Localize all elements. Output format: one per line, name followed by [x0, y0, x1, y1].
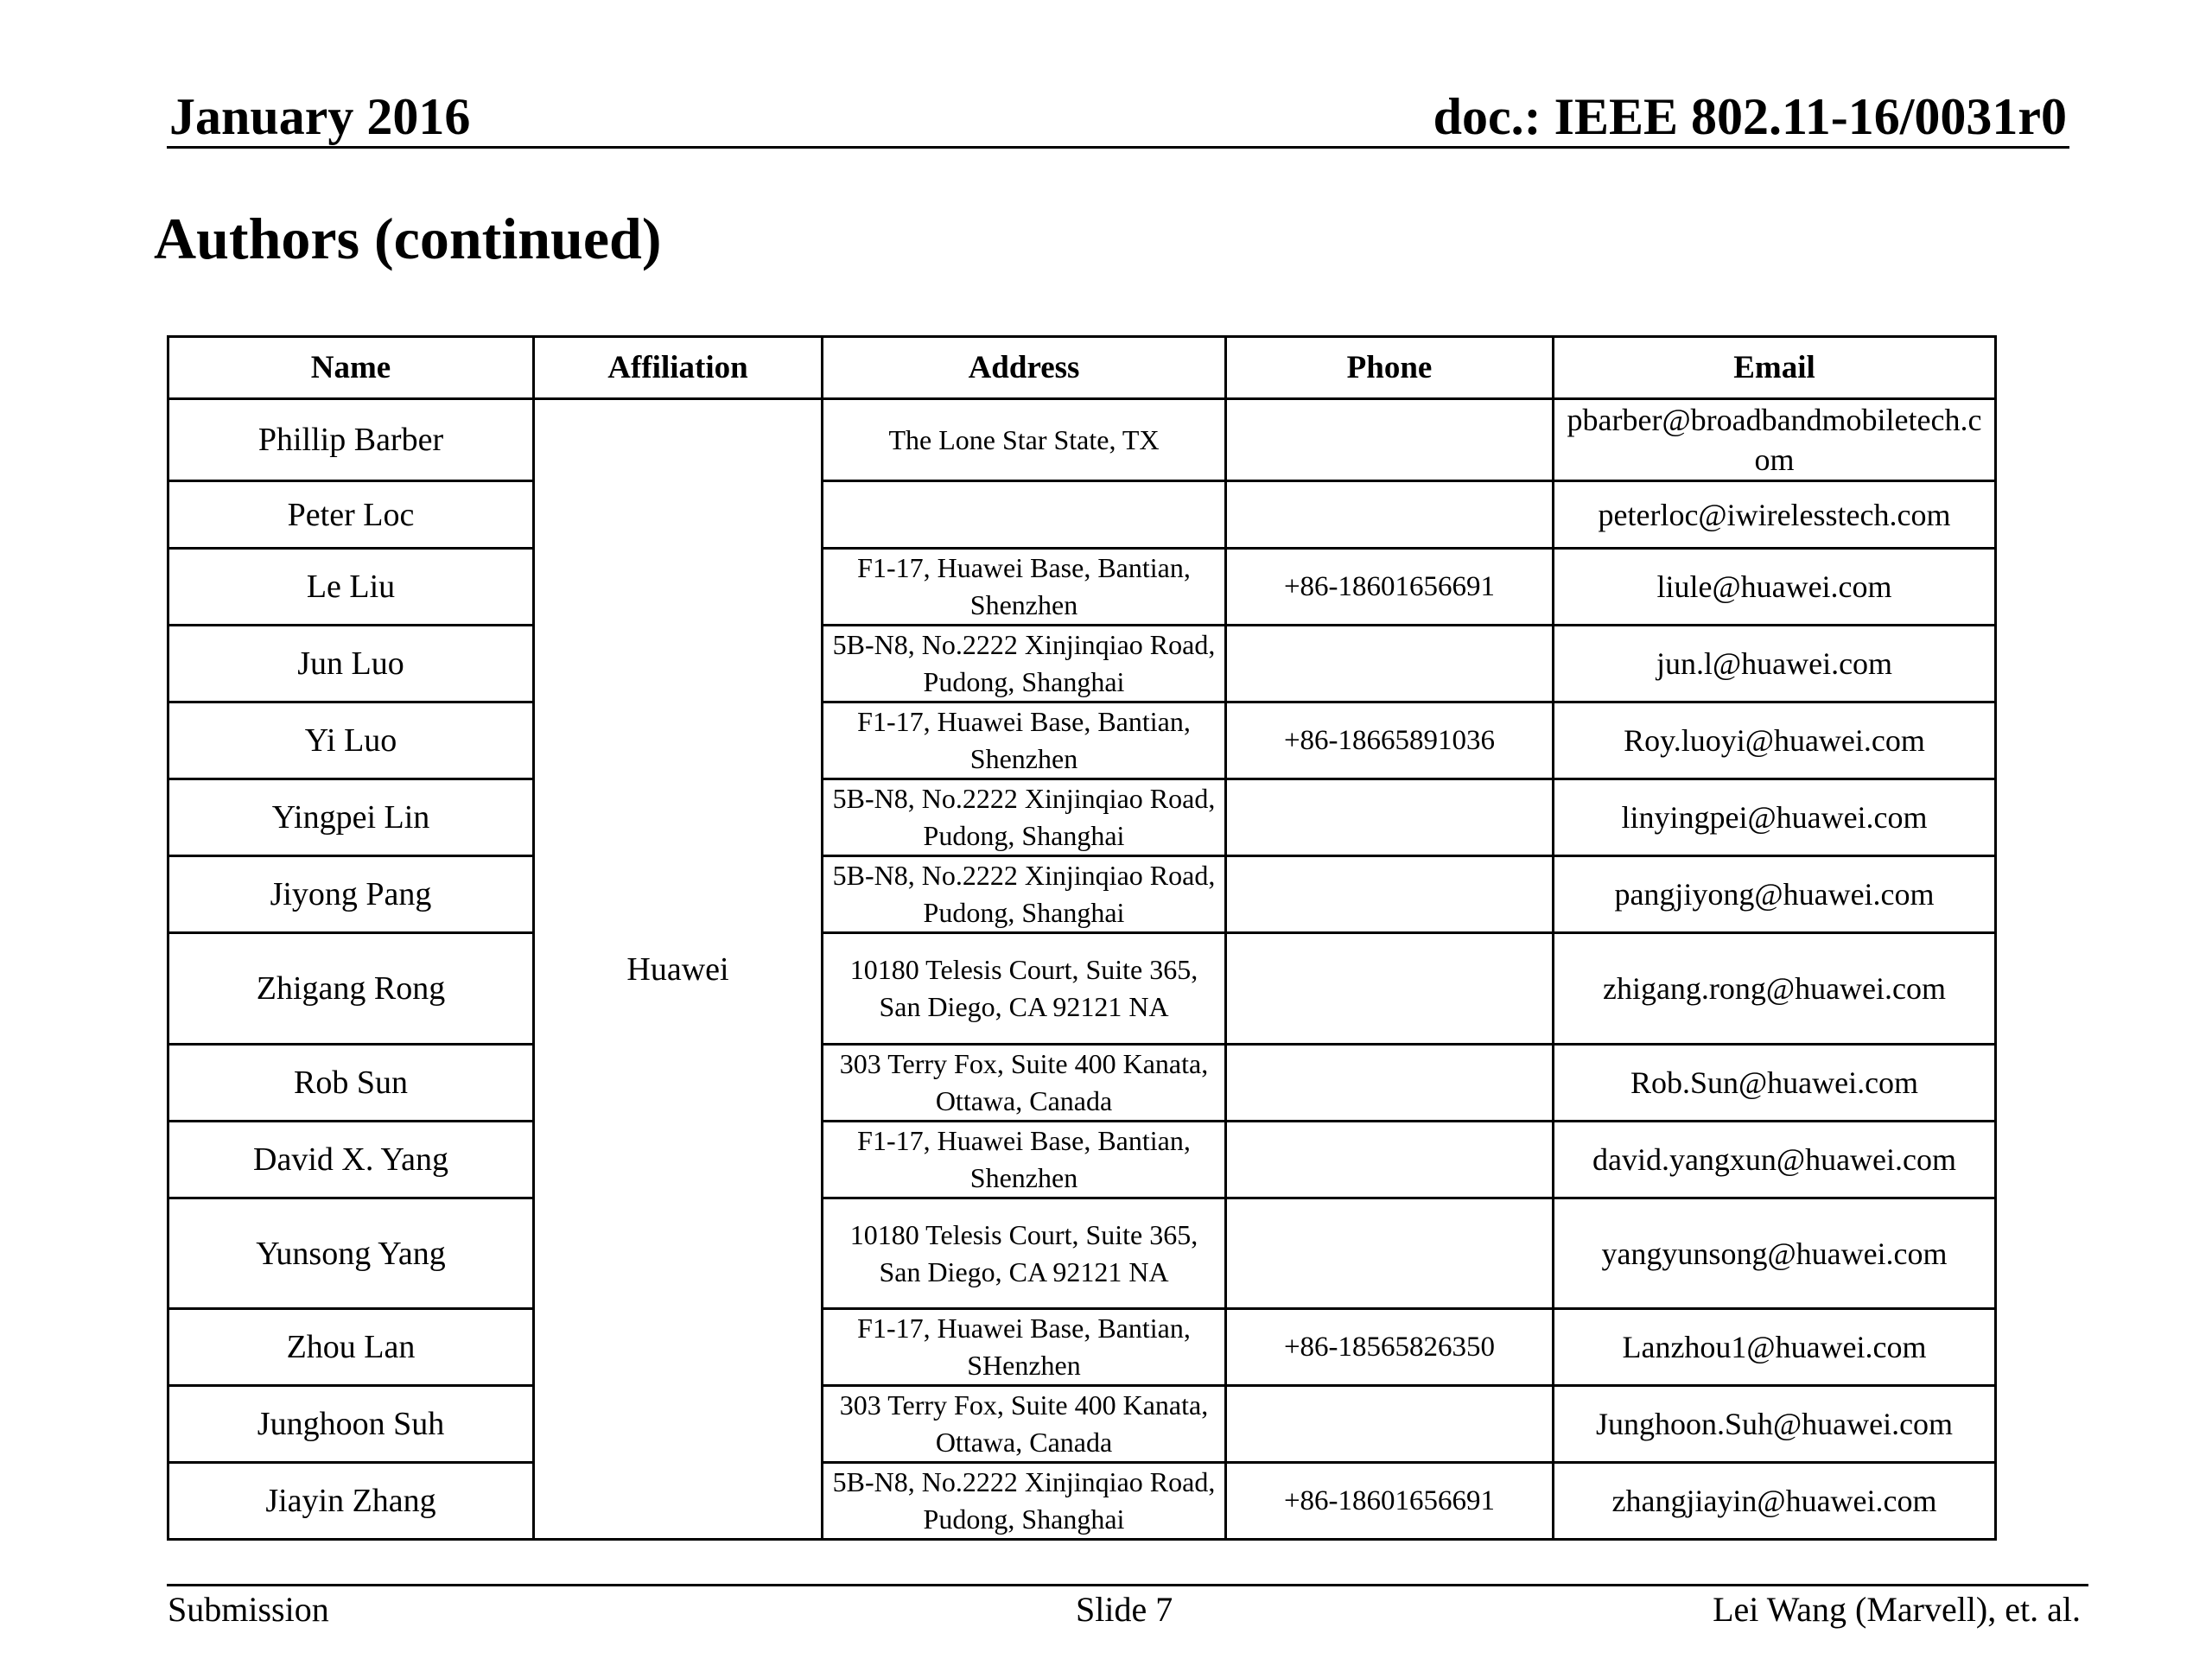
author-email: liule@huawei.com	[1554, 549, 1996, 626]
author-affiliation: Huawei	[534, 399, 823, 1540]
author-address: 5B-N8, No.2222 Xinjinqiao Road, Pudong, Shanghai	[823, 779, 1226, 856]
author-name: David X. Yang	[168, 1122, 534, 1198]
table-row	[168, 1198, 1996, 1309]
author-address: 10180 Telesis Court, Suite 365, San Diego, CA 92121 NA	[823, 1198, 1226, 1309]
author-name: Jun Luo	[168, 626, 534, 702]
author-email: pangjiyong@huawei.com	[1554, 856, 1996, 933]
author-email: Rob.Sun@huawei.com	[1554, 1045, 1996, 1122]
footer-slide-number: Slide 7	[1076, 1590, 1173, 1629]
author-phone	[1226, 1122, 1554, 1198]
table-row	[168, 399, 1996, 481]
table-row	[168, 933, 1996, 1045]
author-name: Yingpei Lin	[168, 779, 534, 856]
author-phone: +86-18601656691	[1226, 549, 1554, 626]
author-address: 5B-N8, No.2222 Xinjinqiao Road, Pudong, Shanghai	[823, 856, 1226, 933]
author-name: Le Liu	[168, 549, 534, 626]
table-row	[168, 1122, 1996, 1198]
author-address: 5B-N8, No.2222 Xinjinqiao Road, Pudong, Shanghai	[823, 1463, 1226, 1540]
author-email: peterloc@iwirelesstech.com	[1554, 481, 1996, 549]
author-phone	[1226, 481, 1554, 549]
author-name: Rob Sun	[168, 1045, 534, 1122]
column-header-phone: Phone	[1226, 337, 1554, 399]
author-address: 10180 Telesis Court, Suite 365, San Diego, CA 92121 NA	[823, 933, 1226, 1045]
table-row	[168, 779, 1996, 856]
column-header-address: Address	[823, 337, 1226, 399]
author-name: Jiyong Pang	[168, 856, 534, 933]
footer-divider	[167, 1584, 2088, 1586]
author-email: pbarber@broadbandmobiletech.com	[1554, 399, 1996, 481]
column-header-name: Name	[168, 337, 534, 399]
author-email: Junghoon.Suh@huawei.com	[1554, 1386, 1996, 1463]
author-phone	[1226, 1386, 1554, 1463]
author-email: zhigang.rong@huawei.com	[1554, 933, 1996, 1045]
header-date: January 2016	[169, 88, 471, 145]
footer-submission: Submission	[168, 1590, 329, 1629]
author-phone	[1226, 856, 1554, 933]
author-phone: +86-18601656691	[1226, 1463, 1554, 1540]
author-email: Lanzhou1@huawei.com	[1554, 1309, 1996, 1386]
author-phone	[1226, 626, 1554, 702]
author-address: 5B-N8, No.2222 Xinjinqiao Road, Pudong, Shanghai	[823, 626, 1226, 702]
author-name: Yunsong Yang	[168, 1198, 534, 1309]
table-row	[168, 856, 1996, 933]
author-phone	[1226, 779, 1554, 856]
column-header-email: Email	[1554, 337, 1996, 399]
authors-table	[167, 335, 1997, 1541]
table-row	[168, 1386, 1996, 1463]
table-header-row	[168, 337, 1996, 399]
author-email: yangyunsong@huawei.com	[1554, 1198, 1996, 1309]
author-name: Peter Loc	[168, 481, 534, 549]
table-row	[168, 1045, 1996, 1122]
author-email: Roy.luoyi@huawei.com	[1554, 702, 1996, 779]
author-address	[823, 481, 1226, 549]
table-row	[168, 481, 1996, 549]
table-row	[168, 626, 1996, 702]
author-name: Zhou Lan	[168, 1309, 534, 1386]
author-name: Junghoon Suh	[168, 1386, 534, 1463]
author-name: Zhigang Rong	[168, 933, 534, 1045]
column-header-affiliation: Affiliation	[534, 337, 823, 399]
author-email: jun.l@huawei.com	[1554, 626, 1996, 702]
table-row	[168, 1309, 1996, 1386]
author-email: linyingpei@huawei.com	[1554, 779, 1996, 856]
author-address: 303 Terry Fox, Suite 400 Kanata, Ottawa, Canada	[823, 1386, 1226, 1463]
author-name: Yi Luo	[168, 702, 534, 779]
author-address: The Lone Star State, TX	[823, 399, 1226, 481]
author-name: Jiayin Zhang	[168, 1463, 534, 1540]
author-phone	[1226, 399, 1554, 481]
slide-title: Authors (continued)	[154, 206, 662, 271]
table-row	[168, 549, 1996, 626]
footer-author: Lei Wang (Marvell), et. al.	[1713, 1590, 2081, 1629]
author-email: david.yangxun@huawei.com	[1554, 1122, 1996, 1198]
header-divider	[167, 146, 2069, 149]
author-address: F1-17, Huawei Base, Bantian, Shenzhen	[823, 702, 1226, 779]
author-address: F1-17, Huawei Base, Bantian, SHenzhen	[823, 1309, 1226, 1386]
author-address: F1-17, Huawei Base, Bantian, Shenzhen	[823, 1122, 1226, 1198]
author-address: 303 Terry Fox, Suite 400 Kanata, Ottawa, Canada	[823, 1045, 1226, 1122]
author-address: F1-17, Huawei Base, Bantian, Shenzhen	[823, 549, 1226, 626]
author-phone: +86-18665891036	[1226, 702, 1554, 779]
table-row	[168, 1463, 1996, 1540]
author-email: zhangjiayin@huawei.com	[1554, 1463, 1996, 1540]
author-phone: +86-18565826350	[1226, 1309, 1554, 1386]
author-phone	[1226, 933, 1554, 1045]
table-row	[168, 702, 1996, 779]
header-doc-id: doc.: IEEE 802.11-16/0031r0	[1433, 88, 2067, 145]
author-phone	[1226, 1045, 1554, 1122]
author-name: Phillip Barber	[168, 399, 534, 481]
author-phone	[1226, 1198, 1554, 1309]
